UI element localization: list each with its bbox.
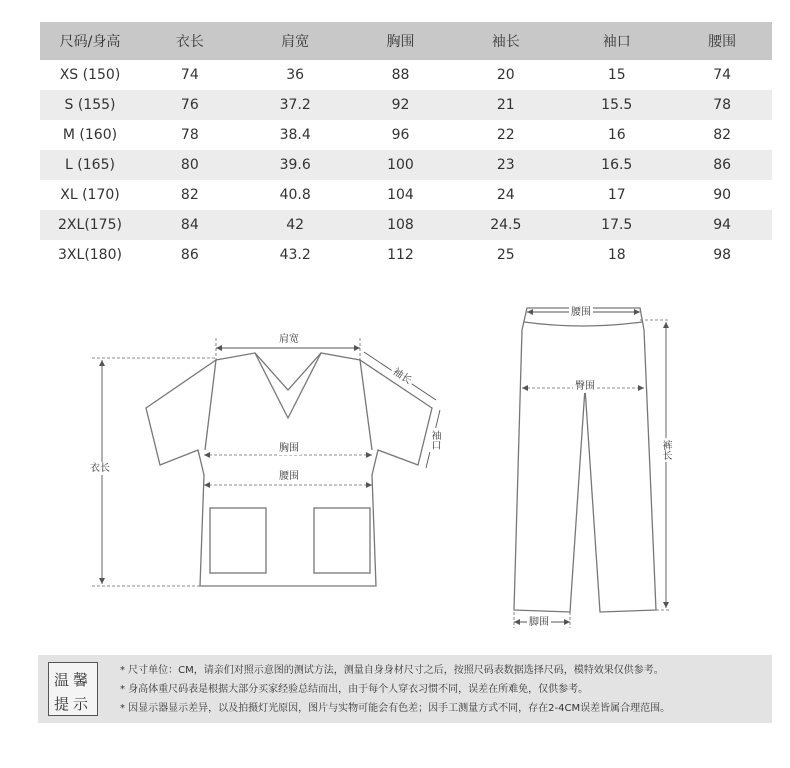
pants-hip-label: 臀围 xyxy=(575,381,595,392)
table-cell: 15 xyxy=(607,67,626,83)
header-chest: 胸围 xyxy=(351,22,451,60)
notice-box xyxy=(38,655,772,723)
table-cell: 24.5 xyxy=(450,210,561,240)
table-cell: 16.5 xyxy=(561,150,672,180)
table-cell: 17.5 xyxy=(561,210,672,240)
table-cell: 16 xyxy=(607,127,626,143)
header-size-height: 尺码/身高 xyxy=(40,22,140,60)
pants-length-label: 裤长 xyxy=(660,440,671,460)
table-cell: XL (170) xyxy=(60,187,120,203)
table-row xyxy=(40,180,772,210)
table-cell: 15.5 xyxy=(561,90,672,120)
table-cell: 82 xyxy=(713,127,732,143)
table-cell: 96 xyxy=(391,127,410,143)
table-cell: 84 xyxy=(140,210,240,240)
table-cell: 42 xyxy=(240,210,351,240)
table-cell: 98 xyxy=(713,247,732,263)
table-cell: S (155) xyxy=(40,90,140,120)
notice-badge xyxy=(48,662,98,716)
chest-label: 胸围 xyxy=(279,443,299,454)
table-cell: 38.4 xyxy=(279,127,311,143)
table-cell: 76 xyxy=(140,90,240,120)
measurement-diagram xyxy=(0,290,790,640)
table-cell: 2XL(175) xyxy=(40,210,140,240)
table-cell: 22 xyxy=(496,127,515,143)
pants-waist-label: 腰围 xyxy=(571,307,591,318)
right-sleeve-seam xyxy=(360,360,372,450)
size-table-header-row xyxy=(40,22,772,60)
table-cell: 112 xyxy=(387,247,414,263)
table-row xyxy=(40,210,772,240)
table-cell: 104 xyxy=(387,187,414,203)
v-neck xyxy=(255,353,321,418)
table-row xyxy=(40,60,772,90)
table-cell: 37.2 xyxy=(240,90,351,120)
table-cell: 82 xyxy=(180,187,199,203)
right-pocket xyxy=(314,508,370,573)
table-cell: 100 xyxy=(351,150,451,180)
left-sleeve-seam xyxy=(205,360,216,450)
length-label: 衣长 xyxy=(90,463,110,474)
waist-label: 腰围 xyxy=(279,471,299,482)
pants-waistband xyxy=(524,322,642,326)
table-cell: 18 xyxy=(607,247,626,263)
header-length: 衣长 xyxy=(140,22,240,60)
table-cell: 43.2 xyxy=(279,247,311,263)
header-shoulder: 肩宽 xyxy=(240,22,351,60)
notice-line-1: * 尺寸单位：CM，请亲们对照示意图的测试方法，测量自身身材尺寸之后，按照尺码表数据选择尺码，模特效果仅供参考。 xyxy=(120,665,664,676)
table-row xyxy=(40,240,772,270)
table-cell: XS (150) xyxy=(59,67,121,83)
shoulder-label: 肩宽 xyxy=(279,334,299,345)
table-row xyxy=(40,120,772,150)
table-cell: 90 xyxy=(713,187,732,203)
table-cell: L (165) xyxy=(40,150,140,180)
notice-badge-line-1: 温馨 xyxy=(53,671,92,689)
table-cell: 92 xyxy=(351,90,451,120)
table-cell: 25 xyxy=(496,247,515,263)
table-cell: 80 xyxy=(140,150,240,180)
header-waist: 腰围 xyxy=(672,22,772,60)
table-cell: 3XL(180) xyxy=(58,247,122,263)
table-cell: 108 xyxy=(351,210,451,240)
notice-text xyxy=(120,661,768,718)
notice-badge-line-2: 提示 xyxy=(53,695,92,713)
pants-outline xyxy=(514,308,656,612)
table-cell: 21 xyxy=(450,90,561,120)
table-cell: 78 xyxy=(672,90,772,120)
notice-line-3: * 因显示器显示差异，以及拍摄灯光原因，图片与实物可能会有色差；因手工测量方式不同，存在2-4CM误差皆属合理范围。 xyxy=(120,703,671,714)
table-cell: 88 xyxy=(391,67,410,83)
notice-line-2: * 身高体重尺码表是根据大部分买家经验总结而出，由于每个人穿衣习惯不同，误差在所难免，仅供参考。 xyxy=(120,684,589,695)
table-cell: 23 xyxy=(450,150,561,180)
left-pocket xyxy=(210,508,266,573)
table-cell: 86 xyxy=(672,150,772,180)
table-cell: 24 xyxy=(496,187,515,203)
size-table xyxy=(40,22,772,270)
table-cell: 17 xyxy=(607,187,626,203)
sleeve-length-label: 袖长 xyxy=(388,365,415,389)
header-sleeve-length: 袖长 xyxy=(450,22,561,60)
table-cell: M (160) xyxy=(62,127,118,143)
cuff-label: 袖口 xyxy=(429,430,440,450)
table-cell: 78 xyxy=(180,127,199,143)
table-row xyxy=(40,150,772,180)
garment-drawing xyxy=(0,290,790,640)
table-cell: 20 xyxy=(496,67,515,83)
table-cell: 40.8 xyxy=(279,187,311,203)
table-cell: 36 xyxy=(286,67,305,83)
table-cell: 74 xyxy=(713,67,732,83)
table-row xyxy=(40,90,772,120)
header-cuff: 袖口 xyxy=(561,22,672,60)
table-cell: 94 xyxy=(672,210,772,240)
table-cell: 86 xyxy=(180,247,199,263)
table-cell: 39.6 xyxy=(240,150,351,180)
table-cell: 74 xyxy=(180,67,199,83)
pants-hem-label: 脚围 xyxy=(529,617,549,628)
